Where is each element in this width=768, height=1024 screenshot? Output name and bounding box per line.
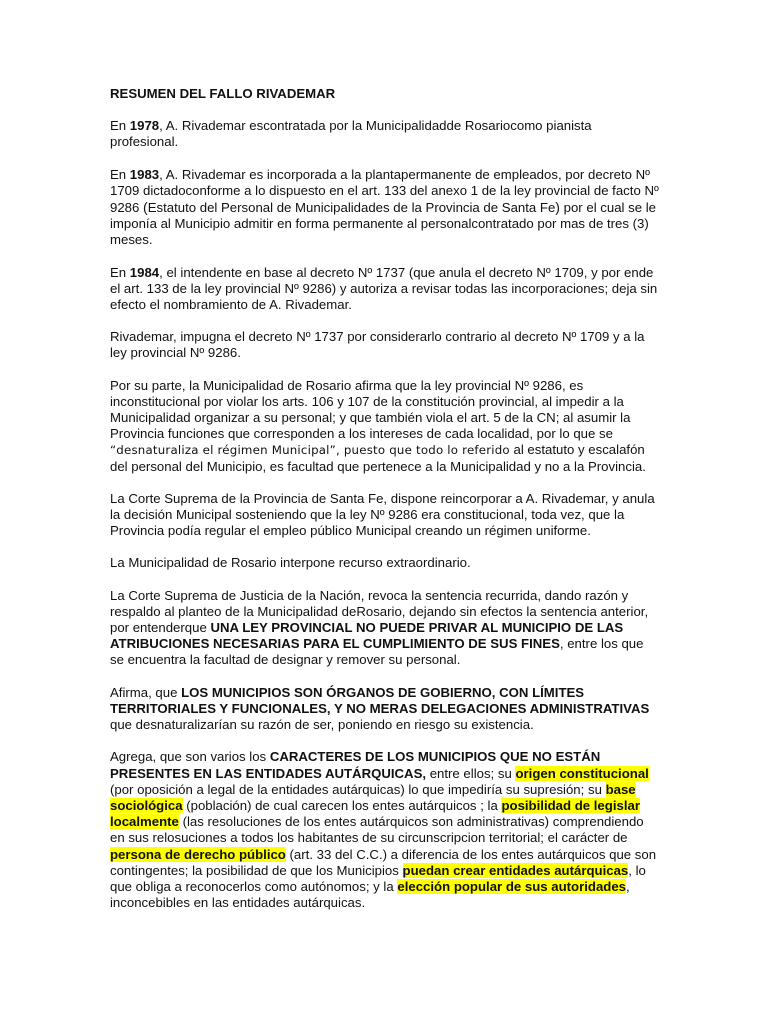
highlight-legislar-localmente: posibilidad de legislar localmente — [110, 797, 640, 830]
text: Afirma, que — [110, 684, 182, 700]
text: que desnaturalizarían su razón de ser, poniendo en riesgo su existencia. — [110, 717, 534, 733]
paragraph-municipalidad — [110, 378, 660, 475]
text: En — [110, 166, 130, 182]
statute-name: Estatuto del Personal de Municipalidades de la Provincia de Santa Fe — [147, 200, 556, 216]
year-1984: 1984 — [129, 264, 160, 280]
text: , entre los que se encuentra la facultad de designar y remover su personal. — [110, 636, 644, 668]
paragraph-impugna: Rivademar, impugna el decreto Nº 1737 por considerarlo contrario al decreto Nº 1709 y a la ley provincial Nº 9286. — [110, 329, 645, 361]
text: En — [110, 118, 130, 134]
text: , el intendente en base al decreto Nº 1737 (que anula el decreto Nº 1709, y por ende el art. 133 de la ley provincial Nº 9286) y autoriza a revisar todas las incorporaciones; deja sin efecto el nombramiento de A. Rivademar. — [110, 264, 658, 313]
text: , inconcebibles en las entidades autárquicas. — [110, 878, 630, 911]
text: (art. 33 del C.C.) a diferencia de los entes autárquicos que son contingentes; la posibilidad de que los Municipios — [110, 846, 657, 878]
text: por el cual se le imponía al Municipio admitir en forma permanente al personalcontratado por mas de tres (3) meses. — [110, 200, 656, 248]
bold-statement: CARACTERES DE LOS MUNICIPIOS QUE NO ESTÁN PRESENTES EN LAS ENTIDADES AUTÁRQUICAS, — [110, 749, 601, 781]
text: , A. Rivademar es incorporada a la plantapermanente de empleados, por decreto Nº 1709 dictadoconforme a lo dispuesto en el art. 133 del anexo 1 de la ley provincial de facto Nº 9286 — [110, 166, 659, 216]
document-title: RESUMEN DEL FALLO RIVADEMAR — [110, 86, 336, 101]
highlight-base-sociologica: base sociológica — [110, 781, 636, 813]
paragraph-1978 — [110, 118, 660, 150]
paragraph-1984 — [110, 265, 660, 314]
highlight-origen-constitucional: origen constitucional — [515, 765, 649, 781]
highlight-eleccion-popular: elección popular de sus autoridades — [397, 878, 627, 894]
year-1983: 1983 — [129, 166, 160, 182]
highlight-crear-entidades: puedan crear entidades autárquicas — [402, 862, 629, 878]
text: , lo que obliga a reconocerlos como autónomos; y la — [110, 862, 646, 894]
paragraph-corte-nacion — [110, 588, 660, 669]
bold-statement: LOS MUNICIPIOS SON ÓRGANOS DE GOBIERNO, CON LÍMITES TERRITORIALES Y FUNCIONALES, Y NO MERAS DELEGACIONES ADMINISTRATIVAS — [110, 684, 650, 716]
quote: “desnaturaliza el régimen Municipal”, puesto que todo lo referido — [110, 443, 510, 458]
document-body — [110, 86, 660, 927]
text: entre ellos; su — [426, 765, 516, 781]
highlight-persona-derecho-publico: persona de derecho público — [110, 846, 286, 862]
paragraph-agrega — [110, 749, 660, 911]
paragraph-recurso: La Municipalidad de Rosario interpone recurso extraordinario. — [110, 555, 471, 571]
close-paren: ) — [555, 199, 560, 216]
year-1978: 1978 — [129, 118, 160, 134]
bold-statement: UNA LEY PROVINCIAL NO PUEDE PRIVAR AL MUNICIPIO DE LAS ATRIBUCIONES NECESARIAS PARA EL CUMPLIMIENTO DE SUS FINES — [110, 620, 624, 652]
text: (por oposición a legal de la entidades autárquicas) lo que impediría su supresión; su — [110, 781, 606, 797]
paragraph-afirma — [110, 685, 660, 734]
text: , A. Rivademar escontratada por la Municipalidadde Rosariocomo pianista profesional. — [110, 118, 592, 150]
text: Agrega, que son varios los — [110, 749, 270, 765]
text: al estatuto y escalafón del personal del Municipio, es facultad que pertenece a la Municipalidad y no a la Provincia. — [110, 442, 646, 474]
text: En — [110, 264, 130, 280]
text: (las resoluciones de los entes autárquicos son administrativas) comprendiendo en sus relosuciones a todos los habitantes de su circunscripcion territorial; el carácter de — [110, 814, 644, 846]
paragraph-1983 — [110, 167, 660, 249]
open-paren: ( — [143, 199, 148, 216]
text: La Corte Suprema de Justicia de la Nación, revoca la sentencia recurrida, dando razón y respaldo al planteo de la Municipalidad deRosario, dejando sin efectos la sentencia anterior, por entenderque — [110, 587, 649, 636]
paragraph-corte-santa-fe: La Corte Suprema de la Provincia de Santa Fe, dispone reincorporar a A. Rivademar, y anula la decisión Municipal sosteniendo que la ley Nº 9286 era constitucional, toda vez, que la Provincia podía regular el empleo público Municipal creando un régimen uniforme. — [110, 490, 655, 539]
text: Por su parte, la Municipalidad de Rosario afirma que la ley provincial Nº 9286, es inconstitucional por violar los arts. 106 y 107 de la constitución provincial, al impedir a la Municipalidad organizar a su personal; y que también viola el art. 5 de la CN; al asumir la Provincia funciones que corresponden a los intereses de cada localidad, por lo que se — [110, 377, 631, 442]
text: (población) de cual carecen los entes autárquicos ; la — [182, 797, 502, 813]
